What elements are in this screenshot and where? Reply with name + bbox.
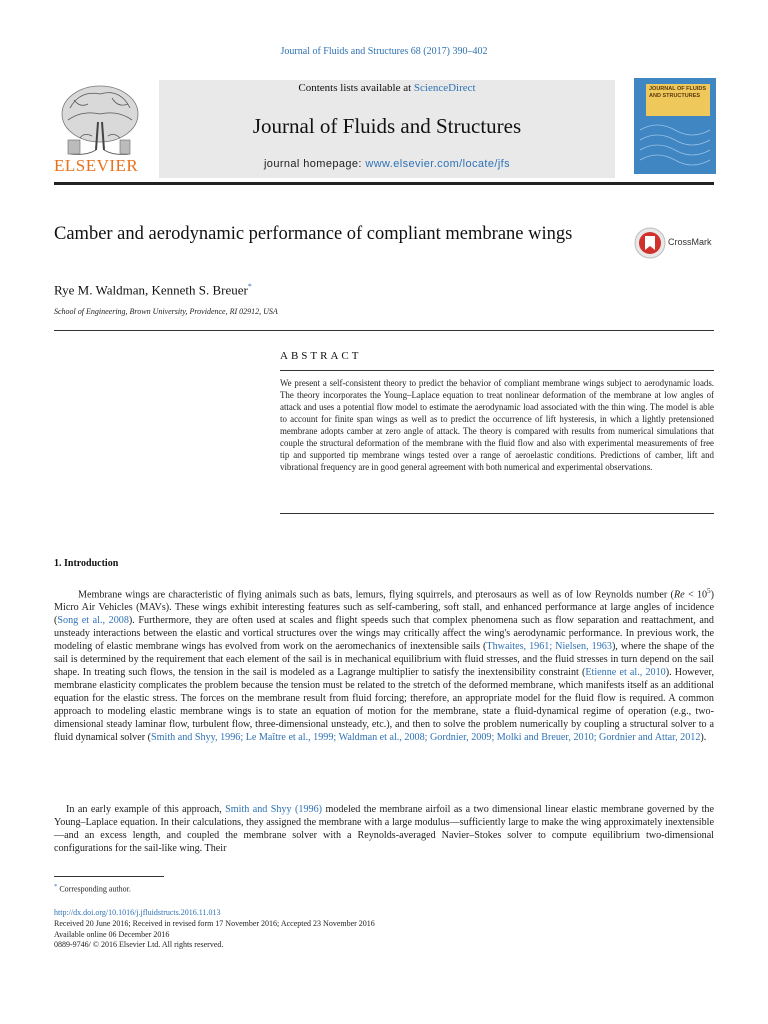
footnote-rule [54,876,164,877]
ref-smith-shyy-1996[interactable]: Smith and Shyy (1996) [225,804,323,815]
ref-thwaites-nielsen[interactable]: Thwaites, 1961; Nielsen, 1963 [486,641,612,653]
journal-citation-link[interactable]: Journal of Fluids and Structures 68 (2017) 390–402 [280,46,488,57]
ref-etienne-2010[interactable]: Etienne et al., 2010 [585,667,666,679]
intro-paragraph-1: Membrane wings are characteristic of flying animals such as bats, lemurs, flying squirrels, and pterosaurs as well as of low Reynolds number $(Re < 10^5)$ Micro Air Vehicles (MAVs). These wings exhibit interesting features such as self-cambering, soft stall, and enhanced performance at large angles of incidence (Song et al., 2008). Furthermore, they are often used at scales and flight speeds such that complex phenomena such as flow separation and reattachment, and unsteady interactions between the elastic and vortical structures over the wings may critically affect the wing's aerodynamic performance. In previous work, the modeling of elastic membrane wings has evolved from work on the aeromechanics of inextensible sails (Thwaites, 1961; Nielsen, 1963), where the shape of the sail is determined by the requirement that each element of the sail is in mechanical equilibrium with fluid stresses, and the fluid stresses in turn depend on the sail shape. In treating such flows, the tension in the sail is modeled as a Lagrange multiplier to satisfy the inextensibility constraint (Etienne et al., 2010). However, membrane elasticity complicates the problem because the tension must be related to the stretch of the deformed membrane, which manifests itself as an additional equation for the elastic stress. The forces on the membrane result from fluid forcing; therefore, an appropriate model for the fluid flow is required. A common approach to modeling elastic membrane wings is to state an equation of motion for the membrane, state a fluid-dynamical regime of operation (e.g., two-dimensional steady laminar flow, turbulent flow, three-dimensional unsteady, etc.), and then to solve the problem numerically by coupling a structural solver to a fluid dynamical solver (Smith and Shyy, 1996; Le Maître et al., 1999; Waldman et al., 2008; Gordnier, 2009; Molki and Breuer, 2010; Gordnier and Attar, 2012). [54,587,714,744]
doi-link[interactable]: http://dx.doi.org/10.1016/j.jfluidstructs.2016.11.013 [54,908,221,917]
intro-paragraph-2: In an early example of this approach, Smith and Shyy (1996) modeled the membrane airfoil as a two dimensional linear elastic membrane governed by the Young–Laplace equation. In their calculations, they assigned the membrane with a large modulus—sufficiently large to make the wing approximately inextensible—and an excess length, and coupled the membrane solver with a Reynolds-averaged Navier–Stokes solver to compute equilibrium two-dimensional configurations for the sail-like wing. Their [54,804,714,854]
journal-title: Journal of Fluids and Structures [252,114,522,138]
section-heading-introduction: 1. Introduction [54,558,119,569]
affiliation: School of Engineering, Brown University, Providence, RI 02912, USA [54,307,278,316]
crossmark-icon[interactable] [634,227,666,259]
abstract-text: We present a self-consistent theory to predict the behavior of compliant membrane wings subject to aerodynamic loads. The theory incorporates the Young–Laplace equation to treat nonlinear deformation of the membrane at low angles of attack and uses a potential flow model to estimate the aerodynamic load associated with the thin wing. The model is able to account for finite span wings as well as to predict the occurrence of lift hysteresis, in which a lightly pretensioned membrane adopts camber at zero angle of attack. The theory is compared with results from numerical simulations that couple the structural deformation of the membrane with the fluid flow and also with experimental measurements of free tip and supported tip membrane wings tested over a range of aeroelastic conditions. Predictions of camber, lift and vibrational frequency are in good general agreement with both numerical and experimental observations. [280,378,714,472]
cover-title-text: JOURNAL OF FLUIDS AND STRUCTURES [649,86,707,99]
ref-song-2008[interactable]: Song et al., 2008 [57,615,129,627]
sciencedirect-link[interactable]: ScienceDirect [413,82,476,94]
title-divider [54,330,714,331]
elsevier-wordmark: ELSEVIER [54,156,139,175]
author-list: Rye M. Waldman, Kenneth S. Breuer* [54,282,252,298]
ref-smith-shyy-group[interactable]: Smith and Shyy, 1996; Le Maître et al., 1999; Waldman et al., 2008; Gordnier, 2009; Molki and Breuer, 2010; Gordnier and Attar, 2012 [151,732,701,744]
cover-pattern-graphic [640,120,710,170]
header-divider [54,182,714,185]
crossmark-label[interactable]: CrossMark [668,237,712,247]
abstract-top-rule [280,370,714,371]
journal-cover-image[interactable] [634,78,716,174]
contents-line: Contents lists available at ScienceDirect [298,82,476,94]
abstract-heading: ABSTRACT [280,350,362,362]
footnote: * Corresponding author. [54,883,131,894]
abstract-bottom-rule [280,513,714,514]
homepage-link[interactable]: www.elsevier.com/locate/jfs [365,158,511,170]
corresponding-author-mark[interactable]: * [247,282,252,291]
article-title: Camber and aerodynamic performance of compliant membrane wings [54,224,573,244]
copyright: 0889-9746/ © 2016 Elsevier Ltd. All rights reserved. [54,940,224,949]
received-dates: Received 20 June 2016; Received in revised form 17 November 2016; Accepted 23 November 2016 [54,919,375,928]
journal-homepage-line: journal homepage: www.elsevier.com/locate/jfs [263,158,511,170]
online-date: Available online 06 December 2016 [54,929,170,939]
article-history [54,919,375,951]
